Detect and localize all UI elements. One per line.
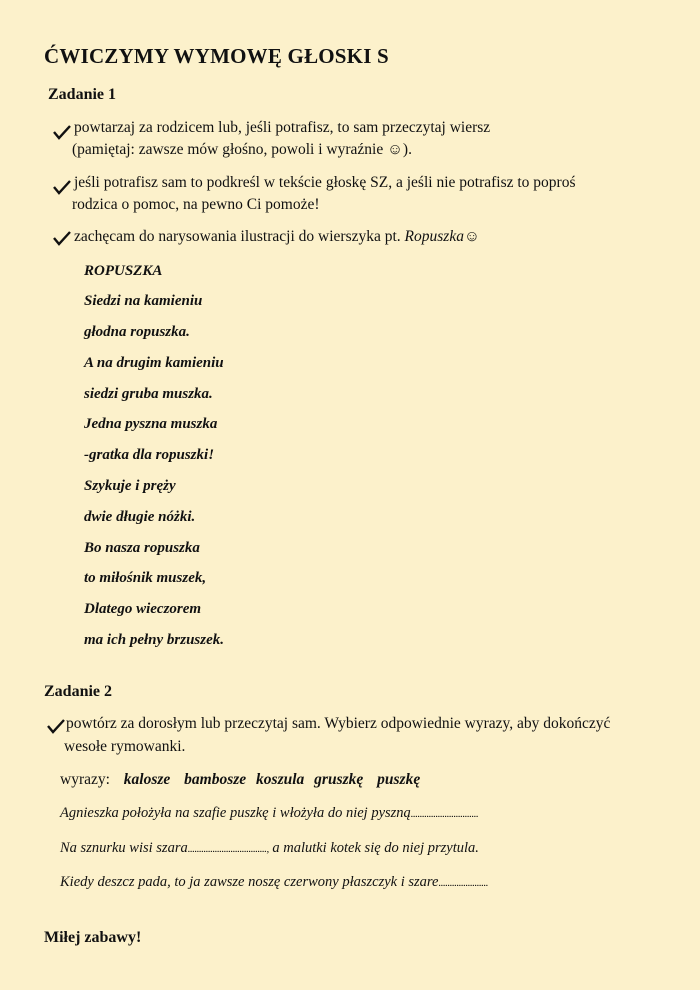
answer-blank[interactable]: .............................. xyxy=(410,808,479,820)
exercise-sentence-2 xyxy=(60,840,479,857)
page-title: ĆWICZYMY WYMOWĘ GŁOSKI S xyxy=(44,44,389,68)
task1-heading: Zadanie 1 xyxy=(48,86,117,103)
poem-line: ROPUSZKA xyxy=(84,263,163,279)
word-bank-item: bambosze xyxy=(184,771,247,788)
checkmark-icon xyxy=(52,230,72,246)
word-bank-item: kalosze xyxy=(123,771,171,788)
poem-line: Dlatego wieczorem xyxy=(84,601,202,617)
poem-line: siedzi gruba muszka. xyxy=(84,386,213,402)
task1-item2-line1: jeśli potrafisz sam to podkreśl w tekście głoskę SZ, a jeśli nie potrafisz to poproś xyxy=(74,174,576,191)
task1-item3 xyxy=(74,228,480,246)
poem-line: ma ich pełny brzuszek. xyxy=(84,632,225,648)
poem-line: głodna ropuszka. xyxy=(84,324,190,340)
poem-line: dwie długie nóżki. xyxy=(84,509,196,525)
poem-line: Bo nasza ropuszka xyxy=(84,540,200,556)
poem-line: -gratka dla ropuszki! xyxy=(84,447,215,463)
task1-item1-line1: powtarzaj za rodzicem lub, jeśli potrafisz, to sam przeczytaj wiersz xyxy=(74,119,491,136)
task1-item2-line2: rodzica o pomoc, na pewno Ci pomoże! xyxy=(72,196,320,213)
poem-line: Jedna pyszna muszka xyxy=(84,416,218,432)
task2-heading: Zadanie 2 xyxy=(44,683,113,700)
poem-line: Szykuje i pręży xyxy=(84,478,176,494)
word-bank-label: wyrazy: xyxy=(60,771,110,788)
exercise-text: Na sznurku wisi szara xyxy=(60,840,188,856)
poem-line: Siedzi na kamieniu xyxy=(84,293,203,309)
exercise-text: Kiedy deszcz pada, to ja zawsze noszę czerwony płaszczyk i szare xyxy=(60,874,439,890)
task2-item-line1: powtórz za dorosłym lub przeczytaj sam. Wybierz odpowiednie wyrazy, aby dokończyć xyxy=(66,715,611,732)
poem-title-reference: Ropuszka☺ xyxy=(404,228,480,245)
task1-item1-line2: (pamiętaj: zawsze mów głośno, powoli i wyraźnie ☺). xyxy=(72,141,412,158)
poem-line: A na drugim kamieniu xyxy=(84,355,224,371)
exercise-text: a malutki kotek się do niej przytula. xyxy=(268,840,479,856)
exercise-text: Agnieszka położyła na szafie puszkę i włożyła do niej pyszną xyxy=(60,805,411,821)
word-bank xyxy=(60,771,420,789)
checkmark-icon xyxy=(52,179,72,195)
task2-item-line2: wesołe rymowanki. xyxy=(64,738,186,755)
poem-line: to miłośnik muszek, xyxy=(84,570,207,586)
checkmark-icon xyxy=(46,718,66,734)
answer-blank[interactable]: ...................... xyxy=(438,877,488,889)
closing-text: Miłej zabawy! xyxy=(44,929,142,946)
word-bank-item: koszula xyxy=(256,771,305,788)
exercise-sentence-3 xyxy=(60,874,488,891)
word-bank-item: puszkę xyxy=(377,771,421,788)
word-bank-item: gruszkę xyxy=(314,771,364,788)
exercise-sentence-1 xyxy=(60,805,478,822)
checkmark-icon xyxy=(52,124,72,140)
answer-blank[interactable]: ..................................., xyxy=(187,843,269,855)
task1-item3-text: zachęcam do narysowania ilustracji do wierszyka pt. xyxy=(74,228,405,245)
